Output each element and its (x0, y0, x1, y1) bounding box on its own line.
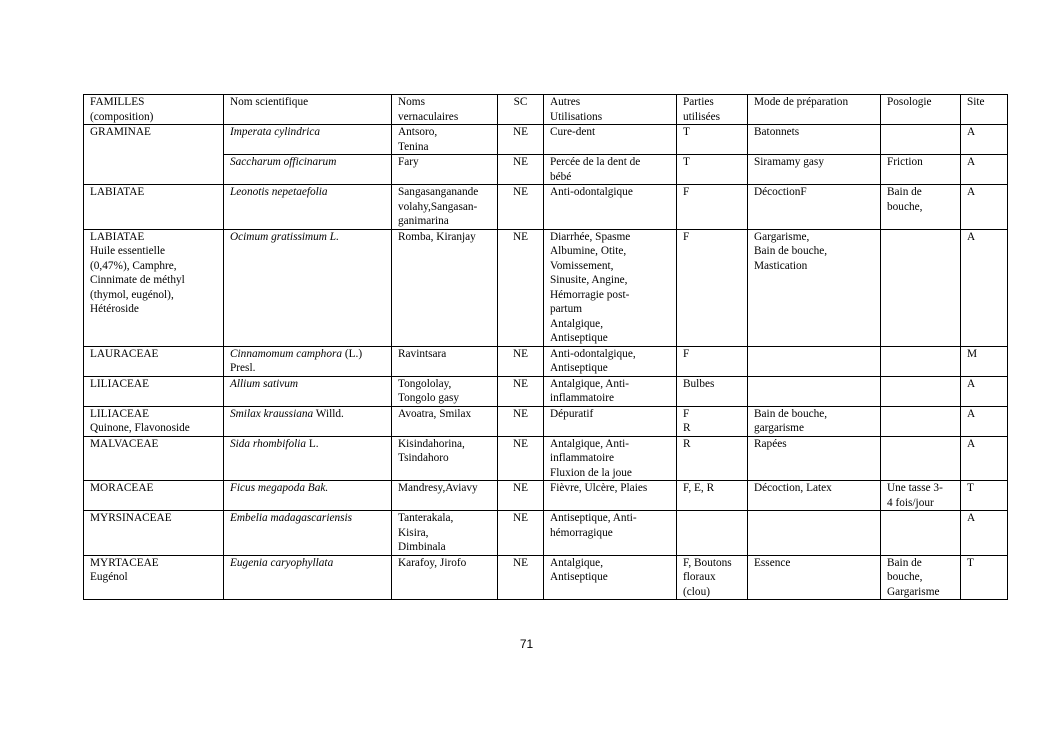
cell-line: Essence (754, 556, 791, 569)
cell-line: inflammatoire (550, 452, 614, 464)
cell-site: A (961, 229, 1008, 346)
cell-famille (84, 125, 224, 185)
scientific-name: Eugenia caryophyllata (230, 556, 334, 569)
cell-sc: NE (498, 511, 544, 556)
table-row (84, 125, 1008, 155)
cell-line: Kisindahorina, (398, 437, 465, 450)
cell-line: (0,47%), Camphre, (90, 259, 177, 272)
cell-line: Antiseptique (550, 571, 608, 583)
cell-line: LILIACEAE (90, 407, 149, 420)
cell-parties-utilisees (677, 185, 748, 230)
cell-line: Albumine, Otite, (550, 245, 627, 257)
cell-autres-utilisations (544, 481, 677, 511)
header-line: Utilisations (550, 110, 603, 123)
cell-line: GRAMINAE (90, 126, 151, 138)
cell-famille (84, 481, 224, 511)
cell-line: bébé (550, 170, 572, 183)
cell-line: MALVACEAE (90, 437, 159, 450)
cell-nom-scientifique (224, 346, 392, 376)
cell-line: Antalgique, (550, 556, 604, 569)
cell-line: Anti-odontalgique, (550, 347, 636, 360)
author-abbreviation: Willd. (313, 407, 344, 420)
cell-line: partum (550, 303, 582, 315)
cell-nom-scientifique (224, 436, 392, 481)
cell-line: Antalgique, Anti- (550, 377, 630, 390)
cell-sc: NE (498, 406, 544, 436)
cell-line: F (683, 230, 690, 243)
scientific-name: Saccharum officinarum (230, 156, 337, 168)
cell-famille (84, 511, 224, 556)
table-row (84, 376, 1008, 406)
cell-noms-vernaculaires (392, 436, 498, 481)
cell-autres-utilisations (544, 436, 677, 481)
cell-line: Une tasse 3- (887, 482, 943, 494)
cell-line: F (683, 407, 690, 420)
cell-nom-scientifique (224, 481, 392, 511)
cell-parties-utilisees (677, 436, 748, 481)
cell-line: Gargarisme, (754, 230, 810, 243)
cell-sc: NE (498, 376, 544, 406)
header-autres-utilisations (544, 95, 677, 125)
cell-nom-scientifique (224, 376, 392, 406)
cell-line: volahy,Sangasan- (398, 200, 478, 213)
cell-line: Antiseptique, Anti- (550, 512, 637, 524)
cell-line: Bain de (887, 556, 922, 569)
cell-mode-preparation (748, 346, 881, 376)
cell-line: R (683, 437, 691, 450)
cell-line: Fluxion de la joue (550, 466, 632, 479)
cell-site: A (961, 376, 1008, 406)
cell-parties-utilisees (677, 229, 748, 346)
header-line: Posologie (887, 96, 932, 108)
cell-mode-preparation (748, 555, 881, 600)
table-header-row (84, 95, 1008, 125)
cell-autres-utilisations (544, 346, 677, 376)
cell-site: A (961, 511, 1008, 556)
scientific-name: Leonotis nepetaefolia (230, 186, 328, 198)
cell-autres-utilisations (544, 376, 677, 406)
cell-line: Anti-odontalgique (550, 186, 633, 198)
cell-famille (84, 406, 224, 436)
cell-famille (84, 376, 224, 406)
cell-nom-scientifique (224, 555, 392, 600)
cell-parties-utilisees (677, 346, 748, 376)
cell-posologie (881, 555, 961, 600)
cell-line: Antsoro, (398, 126, 438, 138)
cell-noms-vernaculaires (392, 155, 498, 185)
cell-site: M (961, 346, 1008, 376)
cell-line: Bain de bouche, (754, 407, 828, 420)
cell-line: Antalgique, Anti- (550, 437, 630, 450)
cell-line: Diarrhée, Spasme (550, 230, 631, 243)
cell-sc: NE (498, 155, 544, 185)
table-row (84, 555, 1008, 600)
cell-parties-utilisees (677, 406, 748, 436)
cell-line: Tongololay, (398, 377, 452, 390)
cell-line: Bain de bouche, (754, 245, 828, 257)
cell-mode-preparation (748, 185, 881, 230)
header-line: utilisées (683, 110, 721, 123)
cell-posologie (881, 436, 961, 481)
author-abbreviation: (L.) Presl. (230, 347, 363, 374)
cell-line: R (683, 422, 691, 434)
cell-line: Cinnimate de méthyl (90, 274, 185, 286)
scientific-name: Sida rhombifolia (230, 437, 307, 450)
cell-posologie (881, 346, 961, 376)
cell-noms-vernaculaires (392, 125, 498, 155)
cell-sc: NE (498, 346, 544, 376)
cell-autres-utilisations (544, 406, 677, 436)
cell-line: Eugénol (90, 571, 128, 583)
cell-autres-utilisations (544, 155, 677, 185)
table-row (84, 436, 1008, 481)
cell-site: A (961, 155, 1008, 185)
cell-nom-scientifique (224, 125, 392, 155)
cell-parties-utilisees (677, 481, 748, 511)
cell-noms-vernaculaires (392, 185, 498, 230)
cell-parties-utilisees (677, 125, 748, 155)
cell-famille (84, 185, 224, 230)
cell-posologie (881, 185, 961, 230)
scientific-name: Smilax kraussiana (230, 407, 314, 420)
cell-sc: NE (498, 436, 544, 481)
cell-noms-vernaculaires (392, 229, 498, 346)
cell-line: Antiseptique (550, 332, 608, 344)
cell-line: (clou) (683, 585, 710, 598)
cell-mode-preparation (748, 481, 881, 511)
cell-noms-vernaculaires (392, 511, 498, 556)
table-row (84, 185, 1008, 230)
cell-sc: NE (498, 481, 544, 511)
cell-line: Bulbes (683, 377, 715, 390)
cell-mode-preparation (748, 511, 881, 556)
table-row (84, 406, 1008, 436)
cell-autres-utilisations (544, 125, 677, 155)
cell-line: Hétéroside (90, 303, 139, 315)
cell-noms-vernaculaires (392, 346, 498, 376)
cell-posologie (881, 481, 961, 511)
cell-line: LABIATAE (90, 230, 145, 243)
cell-site: T (961, 555, 1008, 600)
cell-mode-preparation (748, 406, 881, 436)
header-line: (composition) (90, 110, 154, 123)
scientific-name: Allium sativum (230, 377, 299, 390)
cell-nom-scientifique (224, 185, 392, 230)
cell-posologie (881, 376, 961, 406)
cell-mode-preparation (748, 376, 881, 406)
header-line: Site (967, 96, 985, 108)
header-line: Nom scientifique (230, 96, 309, 108)
header-line: Parties (683, 96, 714, 108)
cell-sc: NE (498, 125, 544, 155)
header-site (961, 95, 1008, 125)
cell-line: Mastication (754, 259, 808, 272)
cell-autres-utilisations (544, 229, 677, 346)
cell-line: ganimarina (398, 215, 449, 227)
cell-posologie (881, 155, 961, 185)
cell-sc: NE (498, 185, 544, 230)
cell-famille (84, 436, 224, 481)
cell-mode-preparation (748, 229, 881, 346)
cell-line: Bain de (887, 186, 922, 198)
cell-line: Quinone, Flavonoside (90, 422, 190, 434)
cell-noms-vernaculaires (392, 376, 498, 406)
cell-line: Huile essentielle (90, 245, 165, 257)
cell-line: Dimbinala (398, 541, 446, 553)
cell-posologie (881, 229, 961, 346)
cell-line: Sinusite, Angine, (550, 274, 628, 286)
cell-site: A (961, 185, 1008, 230)
cell-line: Fièvre, Ulcère, Plaies (550, 482, 648, 494)
cell-line: floraux (683, 571, 716, 583)
cell-famille (84, 346, 224, 376)
cell-line: Ravintsara (398, 347, 447, 360)
table-row (84, 481, 1008, 511)
cell-autres-utilisations (544, 555, 677, 600)
cell-line: F, E, R (683, 482, 715, 494)
cell-famille (84, 555, 224, 600)
medicinal-plants-table (83, 94, 1008, 600)
cell-autres-utilisations (544, 511, 677, 556)
cell-line: Kisira, (398, 526, 429, 539)
cell-parties-utilisees (677, 555, 748, 600)
header-line: SC (513, 96, 528, 108)
cell-line: hémorragique (550, 526, 613, 539)
cell-line: Friction (887, 156, 923, 168)
header-familles (84, 95, 224, 125)
cell-line: Romba, Kiranjay (398, 230, 476, 243)
cell-site: T (961, 481, 1008, 511)
header-posologie (881, 95, 961, 125)
cell-line: F (683, 186, 690, 198)
cell-parties-utilisees (677, 155, 748, 185)
cell-site: A (961, 406, 1008, 436)
cell-line: Tongolo gasy (398, 392, 460, 404)
header-nom-scientifique (224, 95, 392, 125)
cell-mode-preparation (748, 125, 881, 155)
cell-sc: NE (498, 555, 544, 600)
cell-line: bouche, (887, 200, 923, 213)
cell-line: gargarisme (754, 422, 804, 434)
header-sc (498, 95, 544, 125)
cell-nom-scientifique (224, 406, 392, 436)
cell-line: T (683, 156, 690, 168)
cell-line: Antiseptique (550, 362, 608, 374)
cell-line: F, Boutons (683, 556, 732, 569)
cell-line: MYRSINACEAE (90, 512, 172, 524)
cell-autres-utilisations (544, 185, 677, 230)
header-noms-vernaculaires (392, 95, 498, 125)
header-line: Autres (550, 96, 581, 108)
cell-mode-preparation (748, 436, 881, 481)
cell-line: Rapées (754, 437, 787, 450)
scientific-name: Ficus megapoda Bak. (230, 482, 329, 494)
cell-line: Percée de la dent de (550, 156, 641, 168)
cell-site: A (961, 125, 1008, 155)
cell-mode-preparation (748, 155, 881, 185)
cell-parties-utilisees (677, 376, 748, 406)
cell-nom-scientifique (224, 229, 392, 346)
header-line: FAMILLES (90, 96, 145, 108)
scientific-name: Embelia madagascariensis (230, 512, 353, 524)
header-line: vernaculaires (398, 110, 459, 123)
cell-sc: NE (498, 229, 544, 346)
cell-line: 4 fois/jour (887, 496, 934, 509)
scientific-name: Imperata cylindrica (230, 126, 321, 138)
cell-line: bouche, (887, 571, 923, 583)
cell-famille (84, 229, 224, 346)
cell-line: F (683, 347, 690, 360)
cell-posologie (881, 511, 961, 556)
scientific-name: Cinnamomum camphora (230, 347, 343, 360)
cell-line: T (683, 126, 690, 138)
cell-line: Décoction, Latex (754, 482, 832, 494)
header-parties-utilisees (677, 95, 748, 125)
table-row (84, 229, 1008, 346)
cell-nom-scientifique (224, 155, 392, 185)
cell-parties-utilisees (677, 511, 748, 556)
header-line: Noms (398, 96, 425, 108)
cell-line: Gargarisme (887, 585, 940, 598)
cell-line: Tsindahoro (398, 452, 449, 464)
cell-line: Mandresy,Aviavy (398, 482, 478, 494)
cell-line: Batonnets (754, 126, 800, 138)
cell-noms-vernaculaires (392, 481, 498, 511)
cell-line: Cure-dent (550, 126, 596, 138)
cell-line: Antalgique, (550, 317, 604, 330)
cell-line: MORACEAE (90, 482, 154, 494)
cell-line: Dépuratif (550, 407, 594, 420)
cell-line: inflammatoire (550, 392, 614, 404)
cell-line: (thymol, eugénol), (90, 288, 174, 301)
cell-line: Tenina (398, 140, 429, 153)
table-row (84, 511, 1008, 556)
cell-line: Fary (398, 156, 419, 168)
cell-line: Karafoy, Jirofo (398, 556, 467, 569)
cell-site: A (961, 436, 1008, 481)
cell-line: Hémorragie post- (550, 288, 630, 301)
cell-line: Tanterakala, (398, 512, 454, 524)
scientific-name: Ocimum gratissimum L. (230, 230, 339, 243)
cell-posologie (881, 125, 961, 155)
table-body (84, 125, 1008, 600)
cell-line: DécoctionF (754, 186, 807, 198)
cell-line: Vomissement, (550, 259, 614, 272)
table-row (84, 346, 1008, 376)
cell-line: Siramamy gasy (754, 156, 824, 168)
cell-line: MYRTACEAE (90, 556, 159, 569)
cell-line: Avoatra, Smilax (398, 407, 472, 420)
cell-posologie (881, 406, 961, 436)
author-abbreviation: L. (306, 437, 319, 450)
page-number: 71 (519, 637, 534, 651)
cell-line: Sangasanganande (398, 186, 479, 198)
cell-noms-vernaculaires (392, 555, 498, 600)
header-line: Mode de préparation (754, 96, 849, 108)
cell-line: LILIACEAE (90, 377, 149, 390)
cell-line: LAURACEAE (90, 347, 159, 360)
cell-noms-vernaculaires (392, 406, 498, 436)
cell-line: LABIATAE (90, 186, 145, 198)
header-mode-preparation (748, 95, 881, 125)
cell-nom-scientifique (224, 511, 392, 556)
